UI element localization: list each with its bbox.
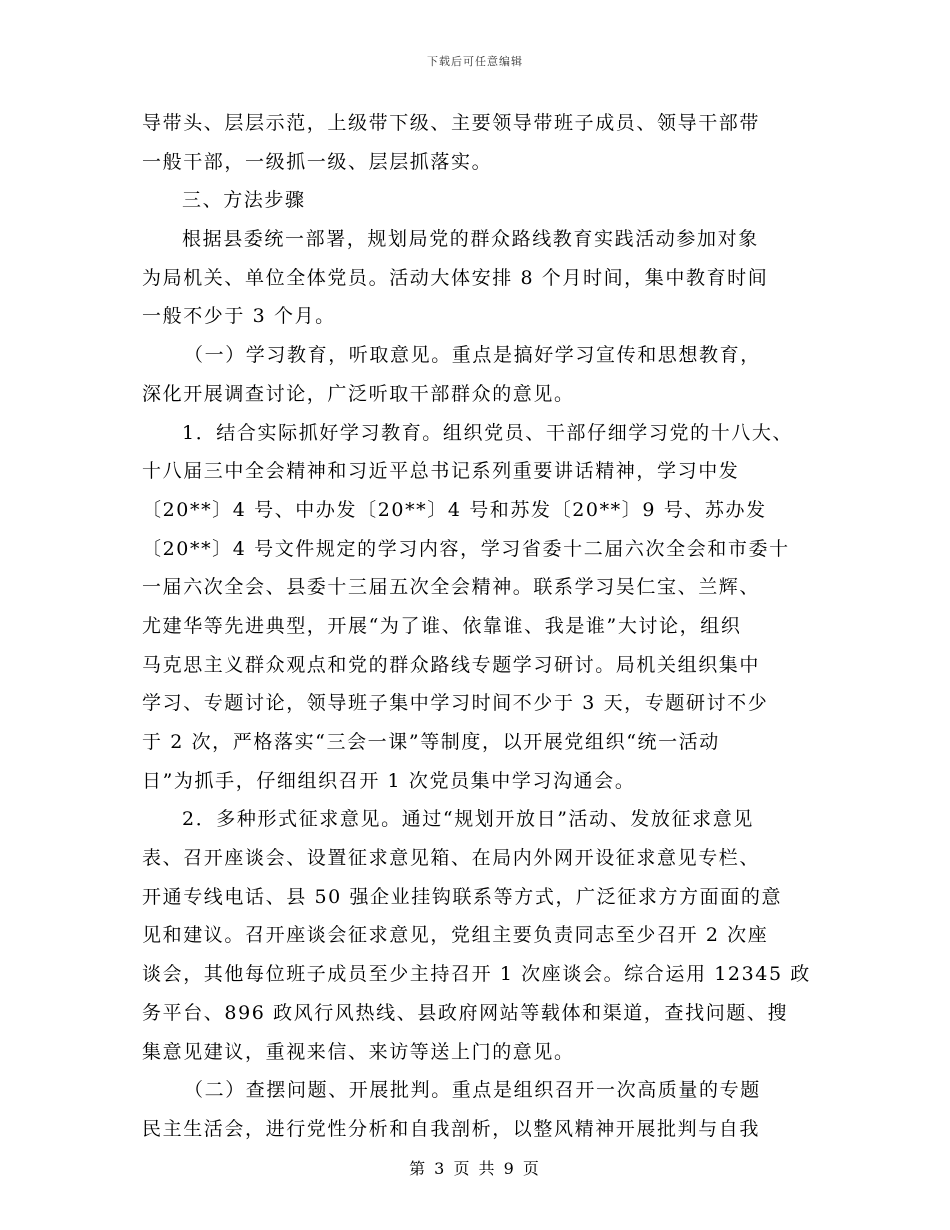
body-line: 民主生活会，进行党性分析和自我剖析，以整风精神开展批判与自我 [142, 1117, 761, 1140]
body-line: 日”为抓手，仔细组织召开 1 次党员集中学习沟通会。 [142, 769, 636, 792]
body-line: 十八届三中全会精神和习近平总书记系列重要讲话精神，学习中发 [142, 460, 740, 483]
body-line: 导带头、层层示范，上级带下级、主要领导带班子成员、领导干部带 [142, 112, 761, 134]
body-line: 一般不少于 3 个月。 [142, 305, 336, 328]
body-line: 开通专线电话、县 50 强企业挂钩联系等方式，广泛征求方方面面的意 [142, 885, 783, 908]
body-line: 根据县委统一部署，规划局党的群众路线教育实践活动参加对象 [182, 228, 759, 251]
body-line: 学习、专题讨论，领导班子集中学习时间不少于 3 天，专题研讨不少 [142, 692, 769, 715]
body-line: 谈会，其他每位班子成员至少主持召开 1 次座谈会。综合运用 12345 政 [142, 963, 811, 986]
body-line: 2．多种形式征求意见。通过“规划开放日”活动、发放征求意见 [182, 808, 754, 831]
body-line: 马克思主义群众观点和党的群众路线专题学习研讨。局机关组织集中 [142, 653, 761, 676]
body-line: 见和建议。召开座谈会征求意见，党组主要负责同志至少召开 2 次座 [142, 924, 769, 947]
body-line: 1．结合实际抓好学习教育。组织党员、干部仔细学习党的十八大、 [182, 421, 794, 444]
body-line: 于 2 次，严格落实“三会一课”等制度，以开展党组织“统一活动 [142, 731, 720, 753]
body-line: 〔20**〕4 号、中办发〔20**〕4 号和苏发〔20**〕9 号、苏办发 [142, 498, 767, 521]
body-line: 表、召开座谈会、设置征求意见箱、在局内外网开设征求意见专栏、 [142, 847, 761, 870]
body-line: 〔20**〕4 号文件规定的学习内容，学习省委十二届六次全会和市委十 [142, 537, 790, 560]
subsection-heading: （一）学习教育，听取意见。重点是搞好学习宣传和思想教育， [184, 344, 761, 367]
body-line: 一届六次全会、县委十三届五次全会精神。联系学习吴仁宝、兰辉、 [142, 576, 761, 599]
page-header: 下载后可任意编辑 [427, 55, 523, 68]
section-heading: 三、方法步骤 [182, 189, 306, 212]
subsection-heading: （二）查摆问题、开展批判。重点是组织召开一次高质量的专题 [184, 1079, 761, 1102]
body-line: 为局机关、单位全体党员。活动大体安排 8 个月时间，集中教育时间 [142, 266, 769, 289]
body-line: 深化开展调查讨论，广泛听取干部群众的意见。 [142, 382, 575, 405]
document-body [142, 104, 832, 1149]
body-line: 尤建华等先进典型，开展“为了谁、依靠谁、我是谁”大讨论，组织 [142, 614, 742, 637]
body-line: 务平台、896 政风行风热线、县政府网站等载体和渠道，查找问题、搜 [142, 1001, 789, 1024]
body-line: 一般干部，一级抓一级、层层抓落实。 [142, 150, 493, 173]
page-footer: 第 3 页 共 9 页 [409, 1159, 541, 1178]
body-line: 集意见建议，重视来信、来访等送上门的意见。 [142, 1040, 575, 1063]
